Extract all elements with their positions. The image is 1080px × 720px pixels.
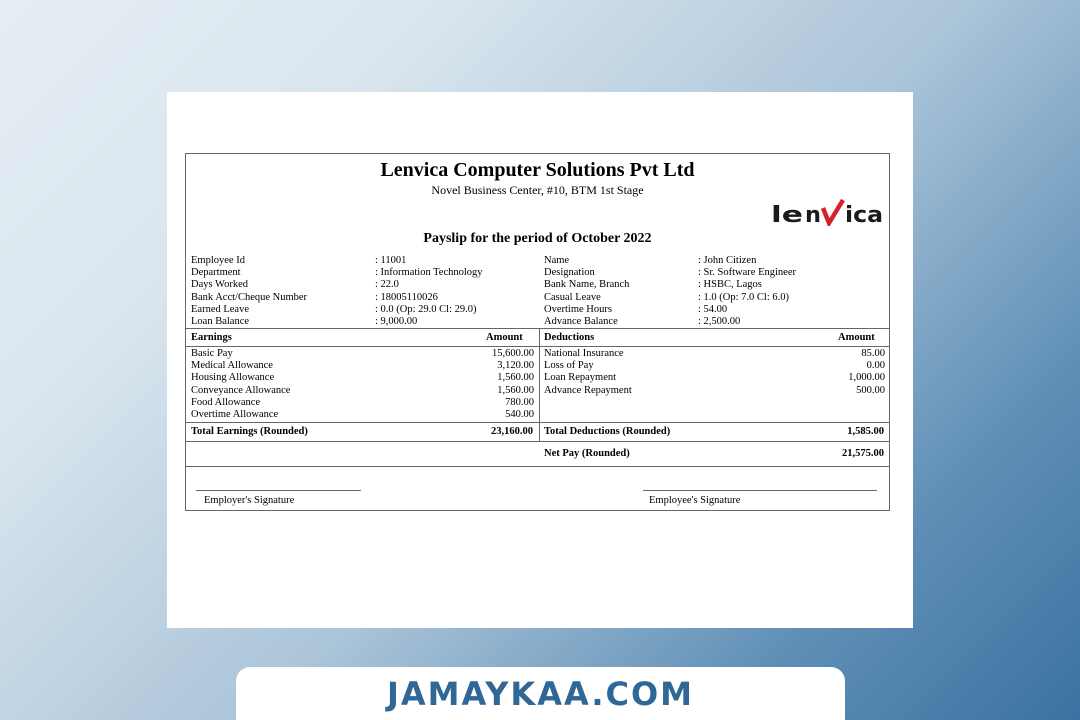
info-label: Earned Leave [191,303,250,315]
svg-text:le: le [771,203,803,226]
total-deductions-label: Total Deductions (Rounded) [544,426,671,437]
earning-row [191,397,534,409]
earning-label: Conveyance Allowance [191,384,291,396]
info-row [544,304,884,316]
deduction-row [544,372,885,384]
deduction-amount: 85.00 [861,348,885,359]
total-earnings-value: 23,160.00 [491,426,533,437]
earning-amount: 15,600.00 [492,348,534,359]
employee-info-left [191,255,531,328]
earning-label: Overtime Allowance [191,408,279,420]
earning-row [191,385,534,397]
deduction-label: Advance Repayment [544,384,632,396]
employer-signature-label: Employer's Signature [204,495,295,506]
info-row [544,316,884,328]
lenvica-logo [771,198,883,226]
totals-bottom-divider [186,441,889,442]
deduction-label: National Insurance [544,348,624,359]
info-label: Loan Balance [191,315,250,327]
info-value: : HSBC, Lagos [698,279,762,291]
employer-signature-line [196,490,361,491]
info-row [544,267,884,279]
info-value: : Sr. Software Engineer [698,267,796,279]
info-label: Designation [544,267,595,279]
info-row [191,279,531,291]
info-label: Overtime Hours [544,303,612,315]
earnings-list [191,348,534,421]
info-value: : 54.00 [698,303,728,315]
deductions-header: Deductions [544,332,595,343]
deduction-row [544,385,885,397]
info-row [191,267,531,279]
info-label: Name [544,255,570,266]
earning-row [191,409,534,421]
earning-label: Food Allowance [191,396,261,408]
info-row [191,304,531,316]
info-row [191,292,531,304]
deduction-label: Loss of Pay [544,360,594,372]
earning-amount: 3,120.00 [497,360,534,372]
net-pay-value: 21,575.00 [842,448,884,459]
site-banner-text: JAMAYKAA.COM [387,675,694,713]
employee-signature-label: Employee's Signature [649,495,741,506]
deduction-amount: 0.00 [866,360,885,372]
net-pay-label: Net Pay (Rounded) [544,448,630,459]
company-name: Lenvica Computer Solutions Pvt Ltd [380,159,695,181]
company-address: Novel Business Center, #10, BTM 1st Stage [431,183,644,197]
info-label: Bank Acct/Cheque Number [191,291,308,303]
deduction-row [544,360,885,372]
deduction-label: Loan Repayment [544,372,617,384]
table-header-divider [186,346,889,347]
info-label: Advance Balance [544,315,618,327]
info-row [191,255,531,267]
info-value: : John Citizen [698,255,757,266]
net-pay-divider [186,466,889,467]
info-row [544,292,884,304]
logo-v-checkmark [823,200,843,223]
earning-row [191,360,534,372]
total-deductions-value: 1,585.00 [847,426,884,437]
info-value: : 22.0 [375,279,399,291]
info-value: : 0.0 (Op: 29.0 Cl: 29.0) [375,303,477,315]
info-row [191,316,531,328]
table-top-divider [186,328,889,329]
info-value: : 11001 [375,255,407,266]
earning-row [191,348,534,360]
info-label: Department [191,267,241,279]
totals-top-divider [186,422,889,423]
earnings-amount-header: Amount [486,332,523,343]
earning-amount: 540.00 [505,408,534,420]
info-row [544,279,884,291]
deduction-amount: 500.00 [856,384,885,396]
employee-info-right [544,255,884,328]
earning-amount: 780.00 [505,396,534,408]
deductions-amount-header: Amount [838,332,875,343]
site-banner [236,667,845,720]
info-label: Casual Leave [544,291,601,303]
total-earnings-label: Total Earnings (Rounded) [191,426,308,437]
info-value: : 2,500.00 [698,315,741,327]
info-label: Employee Id [191,255,245,266]
deductions-list [544,348,885,397]
info-label: Days Worked [191,279,248,291]
earning-label: Housing Allowance [191,372,275,384]
info-row [544,255,884,267]
earnings-header: Earnings [191,332,232,343]
payslip-period-title: Payslip for the period of October 2022 [423,231,652,246]
earning-label: Medical Allowance [191,360,273,372]
info-value: : 1.0 (Op: 7.0 Cl: 6.0) [698,291,789,303]
info-value: : Information Technology [375,267,483,279]
payslip [185,153,890,511]
employee-signature-line [643,490,877,491]
deduction-row [544,348,885,360]
earning-amount: 1,560.00 [497,372,534,384]
info-value: : 9,000.00 [375,315,418,327]
svg-text:n: n [805,203,821,226]
column-divider [539,328,540,442]
earning-label: Basic Pay [191,348,233,359]
deduction-amount: 1,000.00 [848,372,885,384]
earning-amount: 1,560.00 [497,384,534,396]
earning-row [191,372,534,384]
info-value: : 18005110026 [375,291,438,303]
info-label: Bank Name, Branch [544,279,630,291]
svg-text:ica: ica [845,203,883,226]
